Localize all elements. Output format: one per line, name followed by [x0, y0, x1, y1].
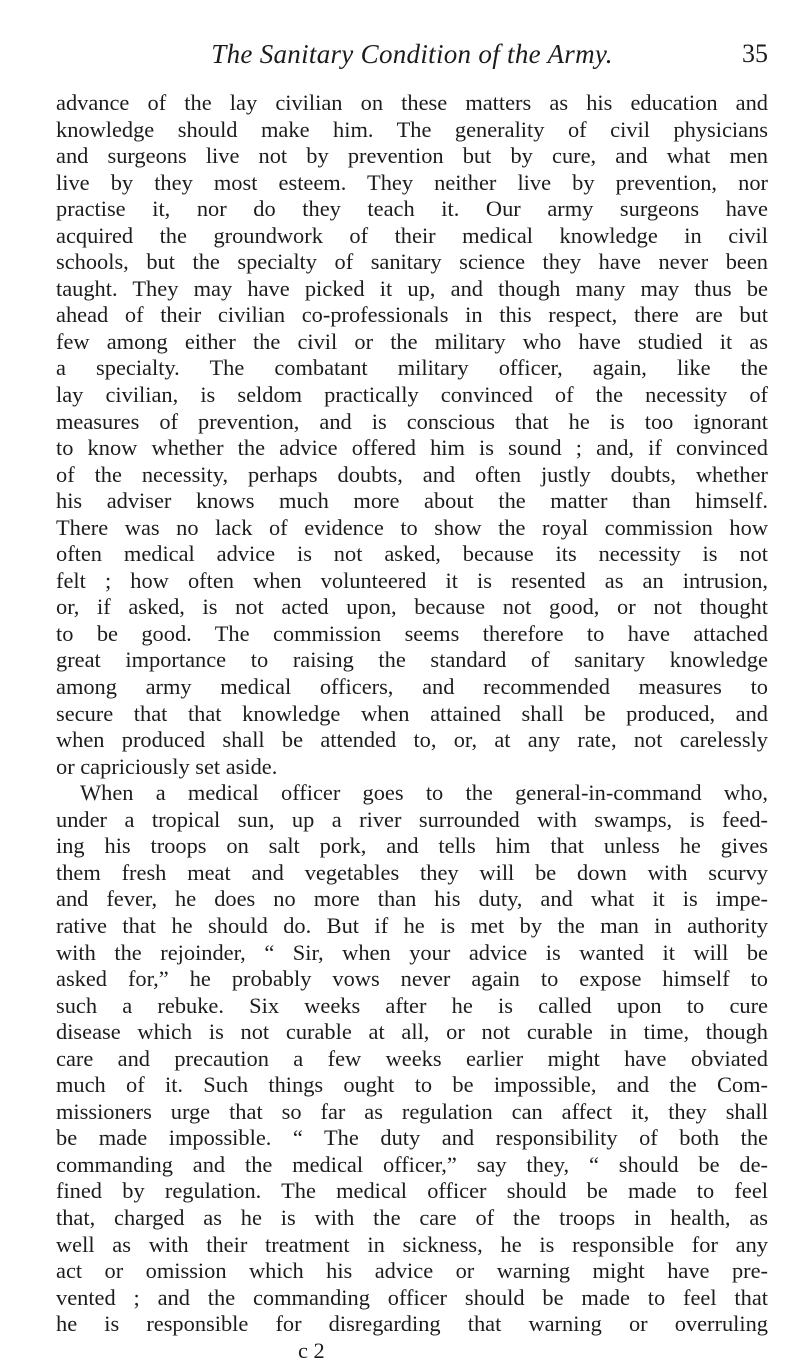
running-title: The Sanitary Condition of the Army. — [211, 39, 613, 69]
text-line: ing his troops on salt pork, and tells him that unless he gives — [56, 833, 768, 859]
text-line: that, charged as he is with the care of the troops in health, as — [56, 1204, 768, 1230]
text-line: much of it. Such things ought to be impossible, and the Com- — [56, 1072, 768, 1098]
text-line: great importance to raising the standard of sanitary knowledge — [56, 647, 768, 673]
text-line: such a rebuke. Six weeks after he is called upon to cure — [56, 992, 768, 1018]
text-line: secure that that knowledge when attained shall be produced, and — [56, 700, 768, 726]
text-line: vented ; and the commanding officer should be made to feel that — [56, 1284, 768, 1310]
text-line: and surgeons live not by prevention but by cure, and what men — [56, 143, 768, 169]
text-line: There was no lack of evidence to show the royal commission how — [56, 514, 768, 540]
text-line: advance of the lay civilian on these matters as his education and — [56, 90, 768, 115]
text-line: among army medical officers, and recommended measures to — [56, 674, 768, 700]
text-line: live by they most esteem. They neither live by prevention, nor — [56, 169, 768, 195]
running-head — [56, 38, 768, 70]
text-line: a specialty. The combatant military officer, again, like the — [56, 355, 768, 381]
text-line: ahead of their civilian co-professionals in this respect, there are but — [56, 302, 768, 328]
page-number: 35 — [742, 39, 768, 68]
text-line: asked for,” he probably vows never again to expose himself to — [56, 966, 768, 992]
text-line: fined by regulation. The medical officer should be made to feel — [56, 1178, 768, 1204]
text-line: measures of prevention, and is conscious that he is too ignorant — [56, 408, 768, 434]
text-line: rative that he should do. But if he is met by the man in authority — [56, 912, 768, 938]
text-line: schools, but the specialty of sanitary science they have never been — [56, 249, 768, 275]
text-line: to know whether the advice offered him is sound ; and, if convinced — [56, 435, 768, 461]
text-line: with the rejoinder, “ Sir, when your advice is wanted it will be — [56, 939, 768, 965]
text-line: knowledge should make him. The generality of civil physicians — [56, 116, 768, 142]
text-line: his adviser knows much more about the matter than himself. — [56, 488, 768, 514]
signature-mark: c 2 — [298, 1337, 325, 1363]
text-line: and fever, he does no more than his duty, and what it is impe- — [56, 886, 768, 912]
text-line: be made impossible. “ The duty and responsibility of both the — [56, 1125, 768, 1151]
text-line: few among either the civil or the military who have studied it as — [56, 328, 768, 354]
text-line: commanding and the medical officer,” say they, “ should be de- — [56, 1151, 768, 1177]
text-line: to be good. The commission seems therefore to have attached — [56, 620, 768, 646]
body-text — [56, 90, 768, 1364]
text-line: he is responsible for disregarding that warning or overruling — [56, 1311, 768, 1337]
text-line: care and precaution a few weeks earlier might have obviated — [56, 1045, 768, 1071]
text-line: often medical advice is not asked, because its necessity is not — [56, 541, 768, 567]
text-line: felt ; how often when volunteered it is resented as an intrusion, — [56, 567, 768, 593]
text-line: them fresh meat and vegetables they will be down with scurvy — [56, 859, 768, 885]
text-line: when produced shall be attended to, or, at any rate, not carelessly — [56, 727, 768, 753]
text-line: well as with their treatment in sickness, he is responsible for any — [56, 1231, 768, 1257]
paragraph — [56, 780, 768, 1337]
text-line: disease which is not curable at all, or not curable in time, though — [56, 1019, 768, 1045]
text-line: When a medical officer goes to the general-in-command who, — [80, 780, 768, 806]
text-line: acquired the groundwork of their medical knowledge in civil — [56, 222, 768, 248]
text-line: practise it, nor do they teach it. Our army surgeons have — [56, 196, 768, 222]
text-line: act or omission which his advice or warning might have pre- — [56, 1258, 768, 1284]
text-line: under a tropical sun, up a river surrounded with swamps, is feed- — [56, 806, 768, 832]
text-line: lay civilian, is seldom practically convinced of the necessity of — [56, 382, 768, 408]
text-line: taught. They may have picked it up, and though many may thus be — [56, 275, 768, 301]
text-line: or, if asked, is not acted upon, because not good, or not thought — [56, 594, 768, 620]
paragraph — [56, 90, 768, 780]
text-line: or capriciously set aside. — [56, 753, 278, 779]
text-line: of the necessity, perhaps doubts, and often justly doubts, whether — [56, 461, 768, 487]
text-line: missioners urge that so far as regulation can affect it, they shall — [56, 1098, 768, 1124]
